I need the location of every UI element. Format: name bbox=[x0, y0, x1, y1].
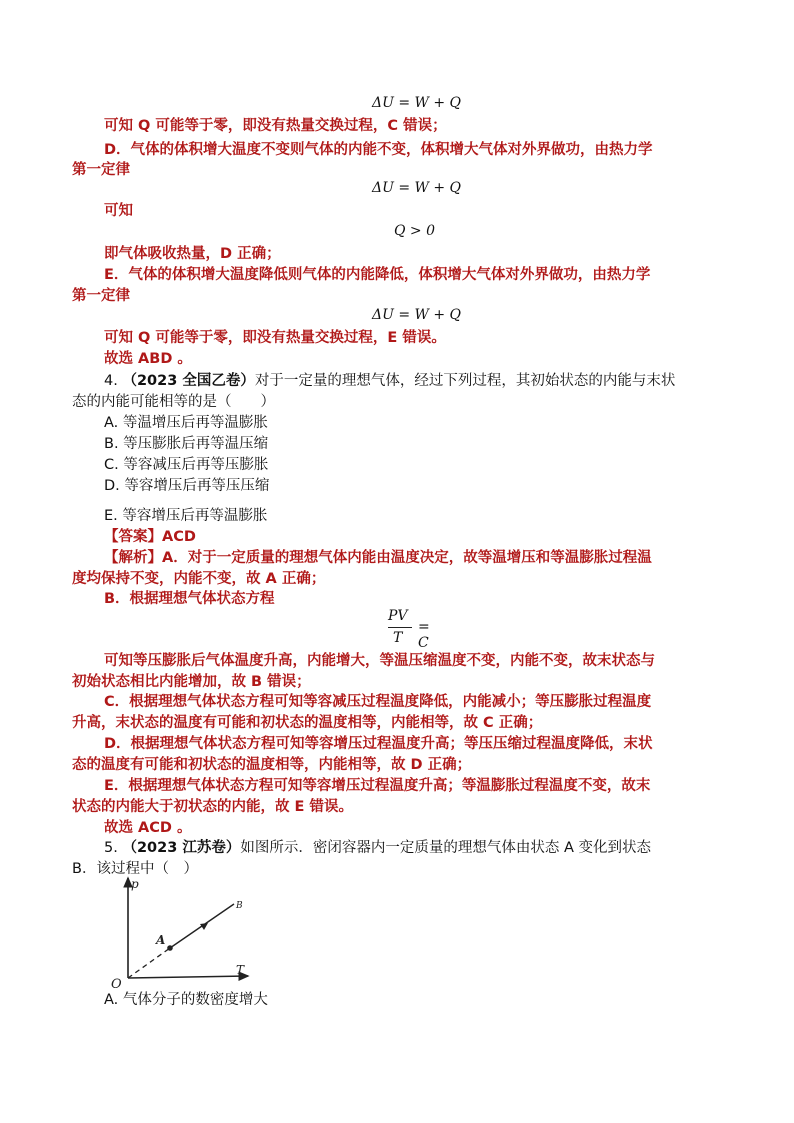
y-axis-label: p bbox=[131, 877, 139, 891]
point-a-label: A bbox=[156, 933, 166, 947]
explanation-line: 可知 Q 可能等于零，即没有热量交换过程，E 错误。 bbox=[104, 330, 446, 346]
point-a bbox=[167, 945, 173, 951]
q5-option-a: A. 气体分子的数密度增大 bbox=[104, 992, 268, 1008]
analysis-line: 态的温度有可能和初状态的温度相等，内能相等，故 D 正确； bbox=[72, 757, 472, 773]
answer-value: ACD bbox=[162, 529, 196, 545]
option-a: A. 等温增压后再等温膨胀 bbox=[104, 415, 268, 431]
question-5-stem-cont: B．该过程中（ ） bbox=[72, 861, 198, 877]
option-d: D. 等容增压后再等压压缩 bbox=[104, 478, 270, 494]
x-axis-label: T bbox=[236, 963, 245, 977]
equation-first-law-1: ΔU = W + Q bbox=[372, 95, 462, 111]
origin-label: O bbox=[111, 977, 122, 990]
option-e: E. 等容增压后再等温膨胀 bbox=[104, 508, 268, 524]
analysis-line: B．根据理想气体状态方程 bbox=[104, 591, 275, 607]
explanation-line: 第一定律 bbox=[72, 162, 130, 178]
question-5-stem bbox=[104, 838, 651, 858]
question-number: 5. bbox=[104, 840, 118, 856]
analysis-line: 可知等压膨胀后气体温度升高，内能增大，等温压缩温度不变，内能不变，故末状态与 bbox=[104, 653, 655, 669]
fraction-bar bbox=[388, 627, 412, 628]
formula-numerator: PV bbox=[388, 608, 408, 624]
question-4-stem bbox=[104, 371, 675, 391]
analysis-line: E．根据理想气体状态方程可知等容增压过程温度升高；等温膨胀过程温度不变，故末 bbox=[104, 778, 651, 794]
option-b: B. 等压膨胀后再等温压缩 bbox=[104, 436, 269, 452]
explanation-line: D．气体的体积增大温度不变则气体的内能不变，体积增大气体对外界做功，由热力学 bbox=[104, 142, 653, 158]
question-stem-text: 如图所示．密闭容器内一定质量的理想气体由状态 A 变化到状态 bbox=[240, 840, 651, 856]
explanation-line: 第一定律 bbox=[72, 288, 130, 304]
explanation-line: E．气体的体积增大温度降低则气体的内能降低，体积增大气体对外界做功，由热力学 bbox=[104, 267, 651, 283]
question-source: （2023 全国乙卷） bbox=[122, 373, 255, 389]
point-b-label: B bbox=[236, 901, 243, 911]
dashed-extension bbox=[128, 948, 170, 978]
analysis-line: 度均保持不变，内能不变，故 A 正确； bbox=[72, 571, 326, 587]
analysis-line: C．根据理想气体状态方程可知等容减压过程温度降低，内能减小；等压膨胀过程温度 bbox=[104, 694, 652, 710]
question-stem-text: 对于一定量的理想气体，经过下列过程，其初始状态的内能与末状 bbox=[254, 373, 676, 389]
question-source: （2023 江苏卷） bbox=[122, 840, 241, 856]
analysis-line: 状态的内能大于初状态的内能，故 E 错误。 bbox=[72, 799, 353, 815]
conclusion-line: 故选 ABD 。 bbox=[104, 351, 192, 367]
formula-denominator: T bbox=[393, 630, 403, 646]
analysis-label: 【解析】 bbox=[104, 550, 162, 566]
analysis-line bbox=[104, 548, 652, 568]
formula-rhs: = C bbox=[418, 619, 430, 651]
explanation-line: 即气体吸收热量，D 正确； bbox=[104, 246, 281, 262]
x-axis bbox=[128, 976, 248, 978]
equation-first-law-3: ΔU = W + Q bbox=[372, 307, 462, 323]
equation-first-law-2: ΔU = W + Q bbox=[372, 180, 462, 196]
analysis-text: A．对于一定质量的理想气体内能由温度决定，故等温增压和等温膨胀过程温 bbox=[162, 550, 652, 566]
analysis-line: 升高，末状态的温度有可能和初状态的温度相等，内能相等，故 C 正确； bbox=[72, 715, 543, 731]
answer-label: 【答案】 bbox=[104, 529, 162, 545]
explanation-line: 可知 bbox=[104, 203, 133, 219]
conclusion-line: 故选 ACD 。 bbox=[104, 820, 192, 836]
option-c: C. 等容减压后再等压膨胀 bbox=[104, 457, 269, 473]
explanation-line: 可知 Q 可能等于零，即没有热量交换过程，C 错误； bbox=[104, 118, 447, 134]
analysis-line: 初始状态相比内能增加，故 B 错误； bbox=[72, 674, 311, 690]
answer-line bbox=[104, 527, 196, 547]
question-number: 4. bbox=[104, 373, 118, 389]
equation-q-positive: Q > 0 bbox=[394, 223, 436, 239]
analysis-line: D．根据理想气体状态方程可知等容增压过程温度升高；等压压缩过程温度降低，末状 bbox=[104, 736, 653, 752]
question-4-stem-cont: 态的内能可能相等的是（ ） bbox=[72, 394, 275, 410]
p-t-graph bbox=[108, 870, 258, 990]
